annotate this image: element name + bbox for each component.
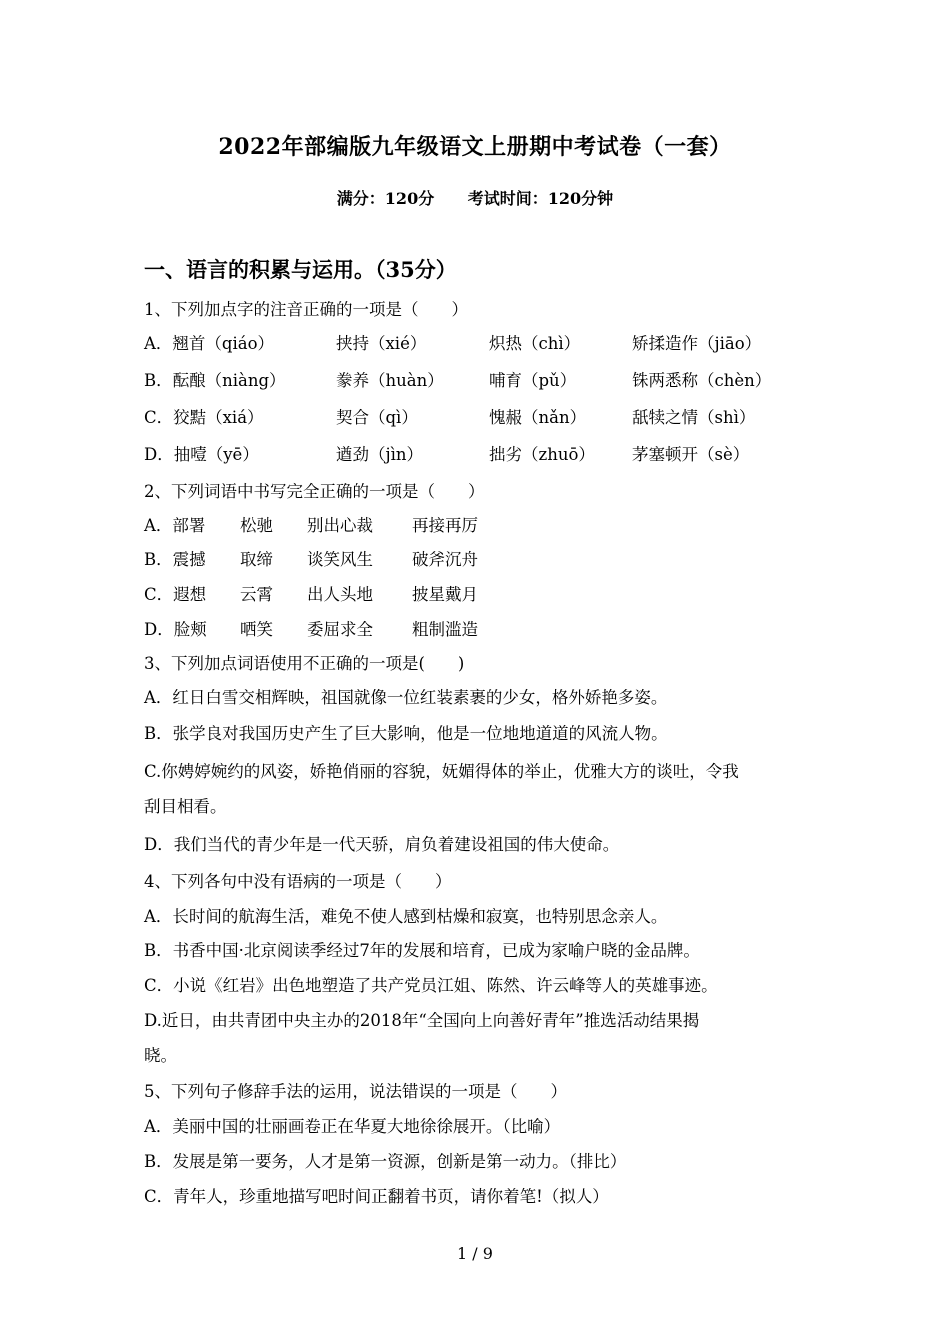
option-cell: A．翘首（qiáo） [144, 334, 275, 353]
option-cell: 披星戴月 [412, 585, 478, 604]
question-3-option-c-cont: 刮目相看。 [144, 797, 227, 816]
option-cell: 粗制滥造 [412, 620, 478, 639]
question-1-stem: 1、下列加点字的注音正确的一项是（ ） [144, 300, 468, 319]
option-cell: D．脸颊 [144, 620, 207, 639]
question-3-option-a: A．红日白雪交相辉映，祖国就像一位红装素裹的少女，格外娇艳多姿。 [144, 688, 668, 707]
option-cell: 契合（qì） [336, 408, 418, 427]
option-cell: 哂笑 [240, 620, 273, 639]
page-title: 2022年部编版九年级语文上册期中考试卷（一套） [218, 134, 732, 160]
option-cell: 松驰 [240, 516, 273, 535]
option-cell: 拙劣（zhuō） [489, 445, 595, 464]
option-cell: 再接再厉 [412, 516, 478, 535]
question-4-option-c: C．小说《红岩》出色地塑造了共产党员江姐、陈然、许云峰等人的英雄事迹。 [144, 976, 718, 995]
option-cell: 愧赧（nǎn） [489, 408, 587, 427]
option-cell: A．部署 [144, 516, 206, 535]
question-4-stem: 4、下列各句中没有语病的一项是（ ） [144, 872, 452, 891]
question-4-option-d: D.近日，由共青团中央主办的2018年“全国向上向善好青年”推选活动结果揭 [144, 1011, 700, 1030]
option-cell: 别出心裁 [307, 516, 373, 535]
option-cell: 谈笑风生 [307, 550, 373, 569]
option-cell: 挟持（xié） [336, 334, 427, 353]
option-cell: 炽热（chì） [489, 334, 581, 353]
option-cell: B．酝酿（niàng） [144, 371, 286, 390]
option-cell: D．抽噎（yē） [144, 445, 259, 464]
question-2-stem: 2、下列词语中书写完全正确的一项是（ ） [144, 482, 485, 501]
option-cell: 豢养（huàn） [336, 371, 444, 390]
question-5-option-a: A．美丽中国的壮丽画卷正在华夏大地徐徐展开。（比喻） [144, 1117, 561, 1136]
option-cell: C．狡黠（xiá） [144, 408, 264, 427]
option-cell: 委屈求全 [307, 620, 373, 639]
option-cell: C．遐想 [144, 585, 207, 604]
option-cell: 茅塞顿开（sè） [632, 445, 750, 464]
exam-info [0, 186, 950, 209]
section-heading: 一、语言的积累与运用。（35分） [144, 257, 457, 282]
question-4-option-d-cont: 晓。 [144, 1046, 177, 1065]
option-cell: 哺育（pǔ） [489, 371, 577, 390]
question-5-option-c: C．青年人，珍重地描写吧时间正翻着书页，请你着笔!（拟人） [144, 1187, 609, 1206]
option-cell: 破斧沉舟 [412, 550, 478, 569]
option-cell: 出人头地 [307, 585, 373, 604]
option-cell: 矫揉造作（jiāo） [632, 334, 762, 353]
page-number: 1 / 9 [457, 1244, 493, 1263]
question-5-stem: 5、下列句子修辞手法的运用，说法错误的一项是（ ） [144, 1082, 567, 1101]
option-cell: 取缔 [240, 550, 273, 569]
option-cell: 舐犊之情（shì） [632, 408, 756, 427]
question-4-option-a: A．长时间的航海生活，难免不使人感到枯燥和寂寞，也特别思念亲人。 [144, 907, 668, 926]
question-5-option-b: B．发展是第一要务，人才是第一资源，创新是第一动力。（排比） [144, 1152, 627, 1171]
question-3-option-b: B．张学良对我国历史产生了巨大影响，他是一位地地道道的风流人物。 [144, 724, 668, 743]
question-3-stem: 3、下列加点词语使用不正确的一项是( ) [144, 654, 465, 673]
question-3-option-c: C.你娉婷婉约的风姿，娇艳俏丽的容貌，妩媚得体的举止，优雅大方的谈吐，令我 [144, 762, 739, 781]
question-3-option-d: D．我们当代的青少年是一代天骄，肩负着建设祖国的伟大使命。 [144, 835, 620, 854]
exam-time: 考试时间：120分钟 [467, 189, 614, 208]
question-4-option-b: B．书香中国·北京阅读季经过7年的发展和培育，已成为家喻户晓的金品牌。 [144, 941, 700, 960]
option-cell: 铢两悉称（chèn） [632, 371, 772, 390]
option-cell: 遒劲（jìn） [336, 445, 424, 464]
full-score: 满分：120分 [336, 189, 435, 208]
option-cell: 云霄 [240, 585, 273, 604]
option-cell: B．震撼 [144, 550, 206, 569]
